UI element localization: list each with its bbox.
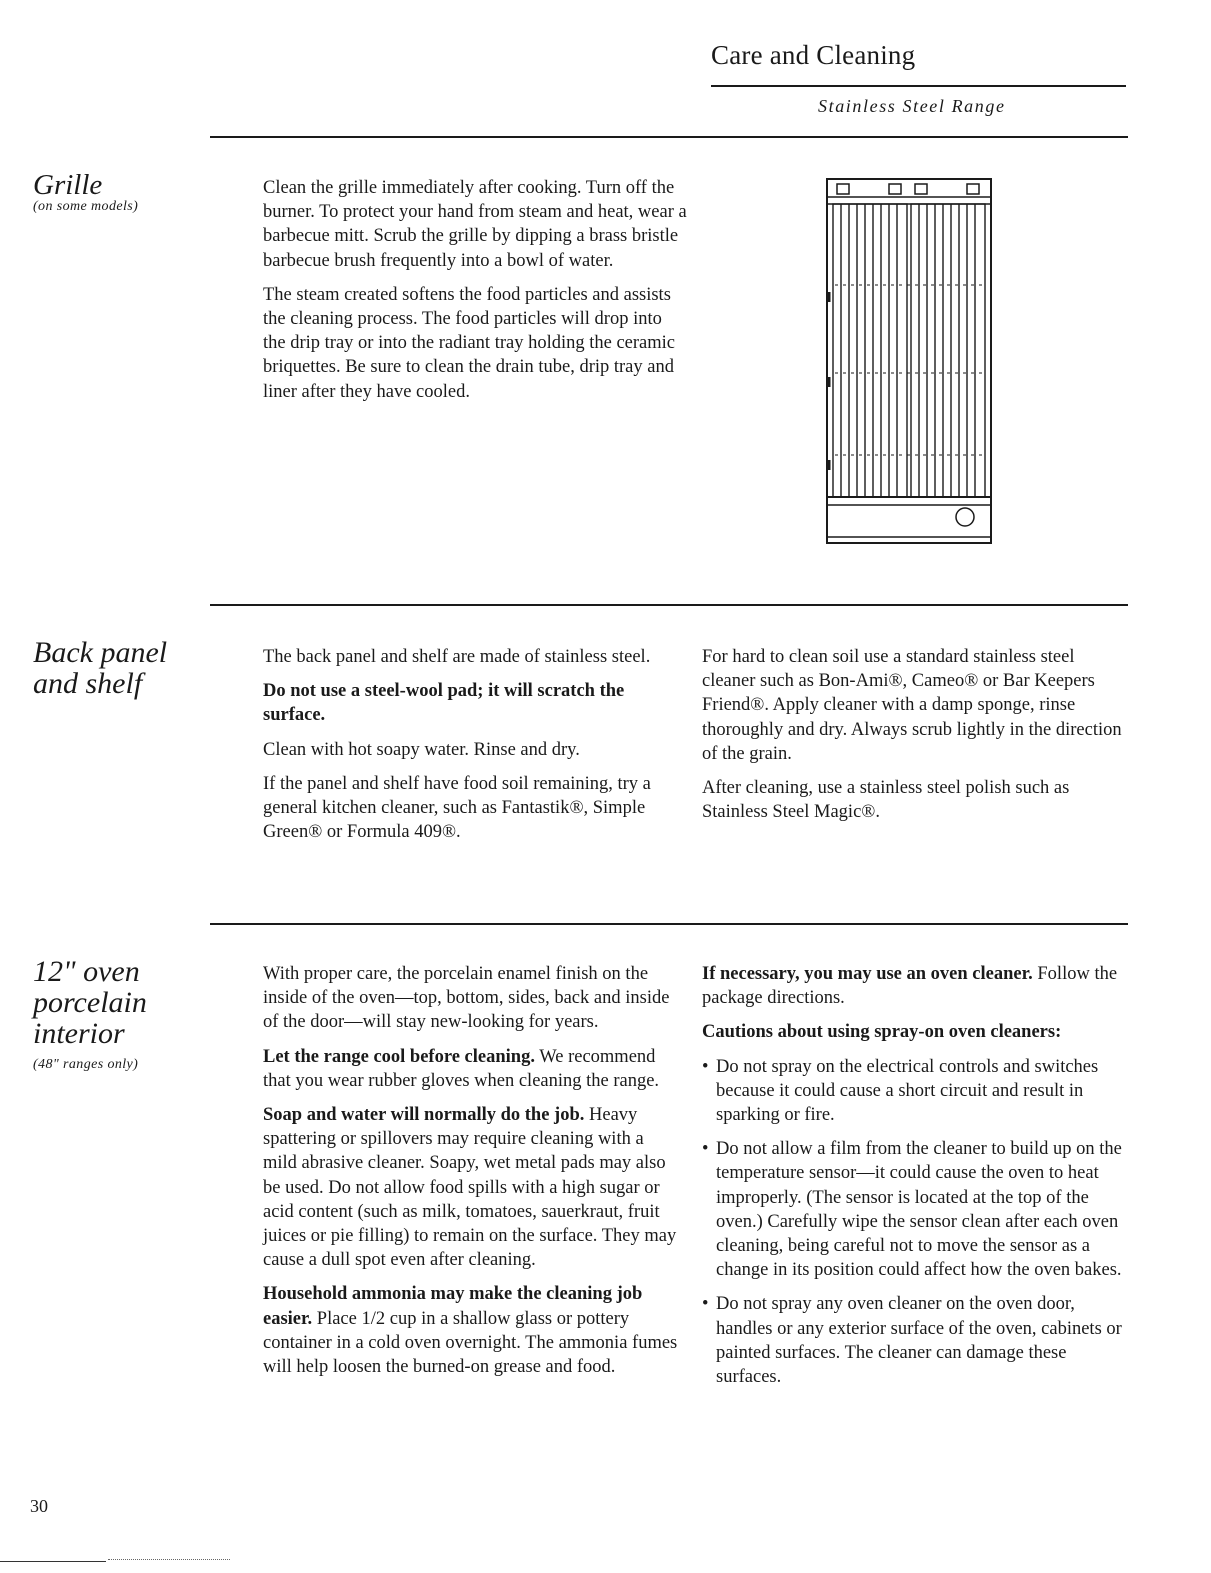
back-panel-left-p1: The back panel and shelf are made of stainless steel.: [263, 647, 651, 667]
footer-rule: [0, 1561, 106, 1562]
back-panel-right-p1: For hard to clean soil use a standard stainless steel cleaner such as Bon-Ami®, Cameo® or Bar Keepers Friend®. Apply cleaner with a damp sponge, rinse thoroughly and dry. Always scrub lightly in the direction of the grain.: [702, 647, 1122, 764]
oven-caution-item-1: • Do not spray on the electrical controls and switches because it could cause a short circuit and result in sparking or fire.: [702, 1055, 1122, 1128]
oven-right-column: [702, 962, 1122, 1399]
oven-left-p2: [263, 1045, 681, 1093]
back-panel-right-column: [702, 645, 1122, 834]
page-header-title: Care and Cleaning: [711, 40, 916, 70]
back-panel-warning: Do not use a steel-wool pad; it will scratch the surface.: [263, 681, 625, 726]
oven-left-column: [263, 962, 681, 1389]
oven-left-p2-text: We recommend that you wear rubber gloves when cleaning the range.: [263, 1046, 660, 1091]
oven-caution-item-3: • Do not spray any oven cleaner on the oven door, handles or any exterior surface of the oven, cabinets or painted surfaces. The cleaner can damage these surfaces.: [702, 1292, 1122, 1389]
oven-left-p3: [263, 1103, 681, 1272]
oven-right-p1-lead: If necessary, you may use an oven cleaner.: [702, 964, 1033, 984]
header-rule: [711, 85, 1126, 87]
grille-paragraph-1: Clean the grille immediately after cooking. Turn off the burner. To protect your hand from steam and heat, wear a barbecue mitt. Scrub the grille by dipping a brass bristle barbecue brush frequently into a bowl of water.: [263, 178, 687, 271]
back-panel-right-p2: After cleaning, use a stainless steel polish such as Stainless Steel Magic®.: [702, 778, 1070, 823]
oven-right-p1-text: Follow the package directions.: [702, 964, 1118, 1009]
oven-title-line-3: interior: [33, 1017, 125, 1050]
oven-cautions-list: [702, 1055, 1122, 1390]
oven-section-note: (48" ranges only): [33, 1057, 139, 1072]
oven-title-line-1: 12" oven: [33, 955, 140, 988]
oven-left-p4: [263, 1282, 681, 1379]
oven-left-p4-lead: Household ammonia may make the cleaning job easier.: [263, 1284, 643, 1329]
oven-left-p3-text: Heavy spattering or spillovers may require cleaning with a mild abrasive cleaner. Soapy, wet metal pads may also be used. Do not allow food spills with a high sugar or acid content (such as milk, tomatoes, sauerkraut, fruit juices or pie filling) to remain on the surface. They may cause a dull spot even after cleaning.: [263, 1105, 677, 1271]
back-panel-title-line-1: Back panel: [33, 636, 168, 669]
oven-right-p1: [702, 962, 1122, 1010]
section-rule-back-panel: [210, 604, 1128, 606]
footer-dotted-rule: [108, 1559, 230, 1560]
back-panel-title-line-2: and shelf: [33, 667, 143, 700]
grille-illustration: [825, 177, 995, 549]
back-panel-left-p3: Clean with hot soapy water. Rinse and dry.: [263, 739, 580, 760]
oven-title-line-2: porcelain: [33, 986, 147, 1019]
section-rule-grille: [210, 136, 1128, 138]
oven-section-title: [33, 956, 147, 1049]
oven-left-p2-lead: Let the range cool before cleaning.: [263, 1046, 535, 1067]
oven-left-p4-text: Place 1/2 cup in a shallow glass or pottery container in a cold oven overnight. The ammonia fumes will help loosen the burned-on grease and food.: [263, 1308, 678, 1378]
oven-left-p1: With proper care, the porcelain enamel finish on the inside of the oven—top, bottom, sides, back and inside of the door—will stay new-looking for years.: [263, 964, 670, 1033]
page-number: 30: [30, 1496, 48, 1516]
section-rule-oven: [210, 923, 1128, 925]
back-panel-section-title: [33, 637, 167, 699]
grille-section-title: Grille: [33, 169, 103, 201]
page-header-subtitle: Stainless Steel Range: [818, 96, 1006, 116]
grille-paragraph-2: The steam created softens the food particles and assists the cleaning process. The food particles will drop into the drip tray or into the radiant tray holding the ceramic briquettes. Be sure to clean the drain tube, drip tray and liner after they have cooled.: [263, 284, 675, 402]
grille-section-note: (on some models): [33, 199, 139, 214]
back-panel-left-column: [263, 645, 688, 854]
grille-body: [263, 176, 688, 414]
oven-caution-item-2: • Do not allow a film from the cleaner to build up on the temperature sensor—it could cause the oven to heat improperly. (The sensor is located at the top of the oven.) Carefully wipe the sensor clean after each oven cleaning, being careful not to move the sensor as a change in its position could affect how the oven bakes.: [702, 1137, 1122, 1282]
oven-cautions-heading: Cautions about using spray-on oven cleaners:: [702, 1022, 1062, 1043]
back-panel-left-p4: If the panel and shelf have food soil remaining, try a general kitchen cleaner, such as Fantastik®, Simple Green® or Formula 409®.: [263, 773, 651, 843]
oven-left-p3-lead: Soap and water will normally do the job.: [263, 1105, 585, 1126]
